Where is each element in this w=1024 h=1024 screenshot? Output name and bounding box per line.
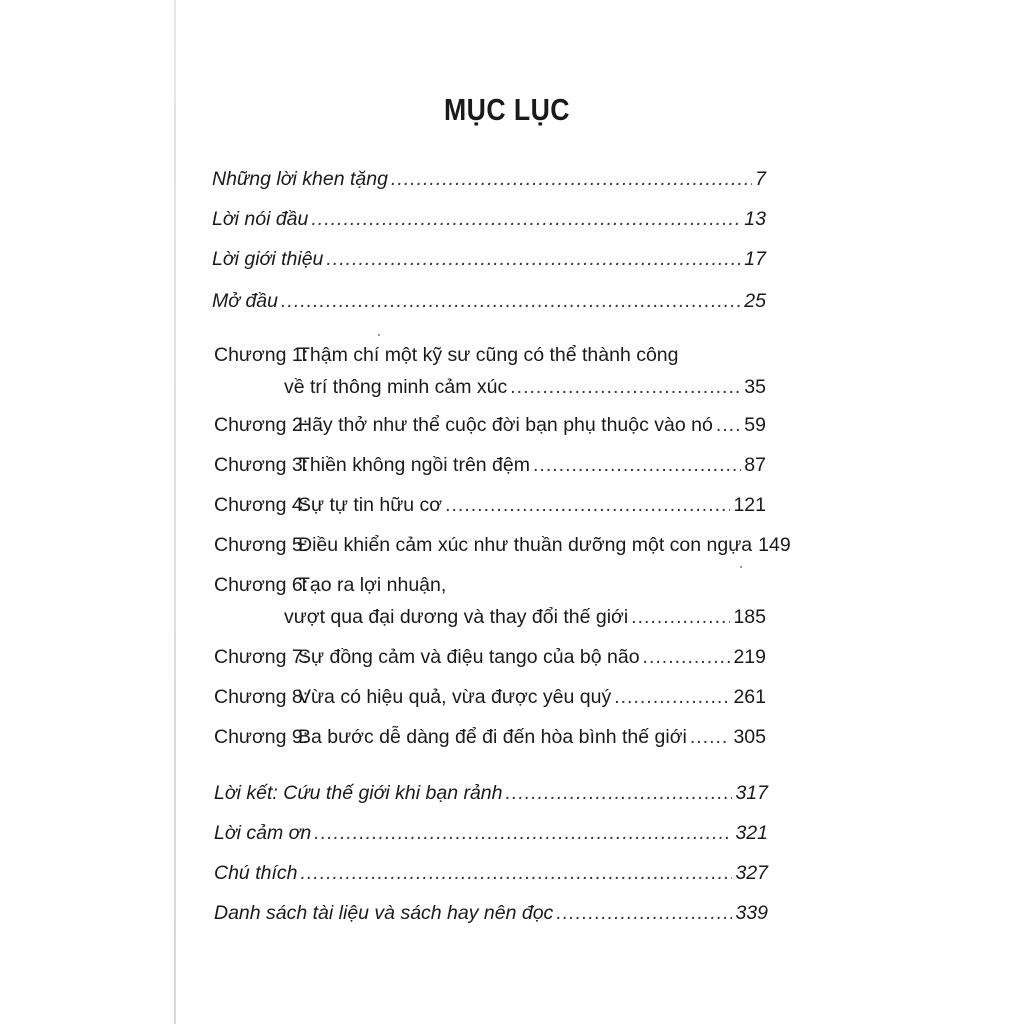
toc-entry-chapter-2[interactable] xyxy=(214,414,766,437)
chapter-title-line1: Tạo ra lợi nhuận, xyxy=(298,574,447,596)
leader-dots xyxy=(643,646,731,669)
toc-entry-label: Hãy thở như thể cuộc đời bạn phụ thuộc vào nó xyxy=(298,414,713,436)
toc-entry-label: Ba bước dễ dàng để đi đến hòa bình thế giới xyxy=(298,726,687,748)
toc-entry-label: Những lời khen tặng xyxy=(212,168,388,190)
chapter-prefix: Chương 5: xyxy=(214,534,309,556)
toc-entry-label: Thiền không ngồi trên đệm xyxy=(298,454,530,476)
toc-entry-page: 305 xyxy=(733,726,766,748)
leader-dots xyxy=(506,782,733,805)
toc-entry-label: Vừa có hiệu quả, vừa được yêu quý xyxy=(298,686,612,708)
toc-entry-page: 59 xyxy=(744,414,766,436)
toc-entry-chapter-5[interactable] xyxy=(214,534,791,557)
toc-entry-label: về trí thông minh cảm xúc xyxy=(284,376,508,398)
toc-entry-label: Lời giới thiệu xyxy=(212,248,324,270)
leader-dots xyxy=(690,726,731,749)
page-edge xyxy=(174,0,176,1024)
toc-entry-front-1[interactable] xyxy=(212,168,766,191)
toc-entry-page: 185 xyxy=(733,606,766,628)
toc-entry-front-2[interactable] xyxy=(212,208,766,231)
toc-chapter-1-line1 xyxy=(214,344,679,367)
leader-dots xyxy=(326,248,741,271)
toc-entry-label: Điều khiển cảm xúc như thuần dưỡng một con ngựa xyxy=(298,534,753,556)
toc-entry-page: 219 xyxy=(733,646,766,668)
toc-entry-label: Chú thích xyxy=(214,862,298,884)
toc-entry-chapter-4[interactable] xyxy=(214,494,766,517)
toc-entry-label: Sự đồng cảm và điệu tango của bộ não xyxy=(298,646,640,668)
toc-entry-label: Mở đầu xyxy=(212,290,278,312)
toc-entry-page: 25 xyxy=(744,290,766,312)
toc-entry-front-4[interactable] xyxy=(212,290,766,313)
leader-dots xyxy=(300,862,732,885)
leader-dots xyxy=(533,454,741,477)
toc-entry-page: 261 xyxy=(733,686,766,708)
toc-entry-front-3[interactable] xyxy=(212,248,766,271)
leader-dots xyxy=(556,902,732,925)
leader-dots xyxy=(614,686,730,709)
page-title: MỤC LỤC xyxy=(444,92,570,127)
toc-entry-page: 13 xyxy=(744,208,766,230)
toc-entry-page: 327 xyxy=(735,862,768,884)
chapter-prefix: Chương 6: xyxy=(214,574,309,596)
toc-entry-page: 149 xyxy=(758,534,791,556)
chapter-prefix: Chương 4: xyxy=(214,494,309,516)
toc-entry-page: 17 xyxy=(744,248,766,270)
leader-dots xyxy=(314,822,732,845)
print-speck xyxy=(740,566,742,568)
toc-entry-chapter-9[interactable] xyxy=(214,726,766,749)
leader-dots xyxy=(510,376,741,399)
toc-entry-page: 7 xyxy=(755,168,766,190)
chapter-prefix: Chương 9: xyxy=(214,726,309,748)
chapter-prefix: Chương 7: xyxy=(214,646,309,668)
toc-entry-page: 317 xyxy=(735,782,768,804)
toc-entry-back-4[interactable] xyxy=(214,902,768,925)
toc-entry-label: Lời cảm ơn xyxy=(214,822,312,844)
chapter-title-line1: Thậm chí một kỹ sư cũng có thể thành công xyxy=(298,344,679,366)
toc-entry-page: 87 xyxy=(744,454,766,476)
chapter-prefix: Chương 2: xyxy=(214,414,309,436)
toc-entry-label: Danh sách tài liệu và sách hay nên đọc xyxy=(214,902,554,924)
toc-entry-page: 121 xyxy=(733,494,766,516)
toc-entry-chapter-1[interactable] xyxy=(284,376,766,399)
toc-entry-back-3[interactable] xyxy=(214,862,768,885)
toc-entry-back-1[interactable] xyxy=(214,782,768,805)
print-speck xyxy=(378,334,380,336)
leader-dots xyxy=(311,208,741,231)
toc-entry-back-2[interactable] xyxy=(214,822,768,845)
toc-entry-chapter-3[interactable] xyxy=(214,454,766,477)
toc-entry-label: vượt qua đại dương và thay đổi thế giới xyxy=(284,606,629,628)
leader-dots xyxy=(281,290,741,313)
toc-entry-label: Sự tự tin hữu cơ xyxy=(298,494,443,516)
leader-dots xyxy=(716,414,741,437)
toc-entry-chapter-8[interactable] xyxy=(214,686,766,709)
toc-entry-chapter-7[interactable] xyxy=(214,646,766,669)
chapter-prefix: Chương 3: xyxy=(214,454,309,476)
leader-dots xyxy=(631,606,730,629)
toc-entry-page: 339 xyxy=(735,902,768,924)
toc-entry-page: 35 xyxy=(744,376,766,398)
chapter-prefix: Chương 8: xyxy=(214,686,309,708)
chapter-prefix: Chương 1: xyxy=(214,344,309,366)
leader-dots xyxy=(445,494,730,517)
toc-entry-chapter-6[interactable] xyxy=(284,606,766,629)
toc-entry-page: 321 xyxy=(735,822,768,844)
leader-dots xyxy=(391,168,752,191)
toc-entry-label: Lời nói đầu xyxy=(212,208,309,230)
toc-chapter-6-line1 xyxy=(214,574,446,597)
toc-entry-label: Lời kết: Cứu thế giới khi bạn rảnh xyxy=(214,782,503,804)
